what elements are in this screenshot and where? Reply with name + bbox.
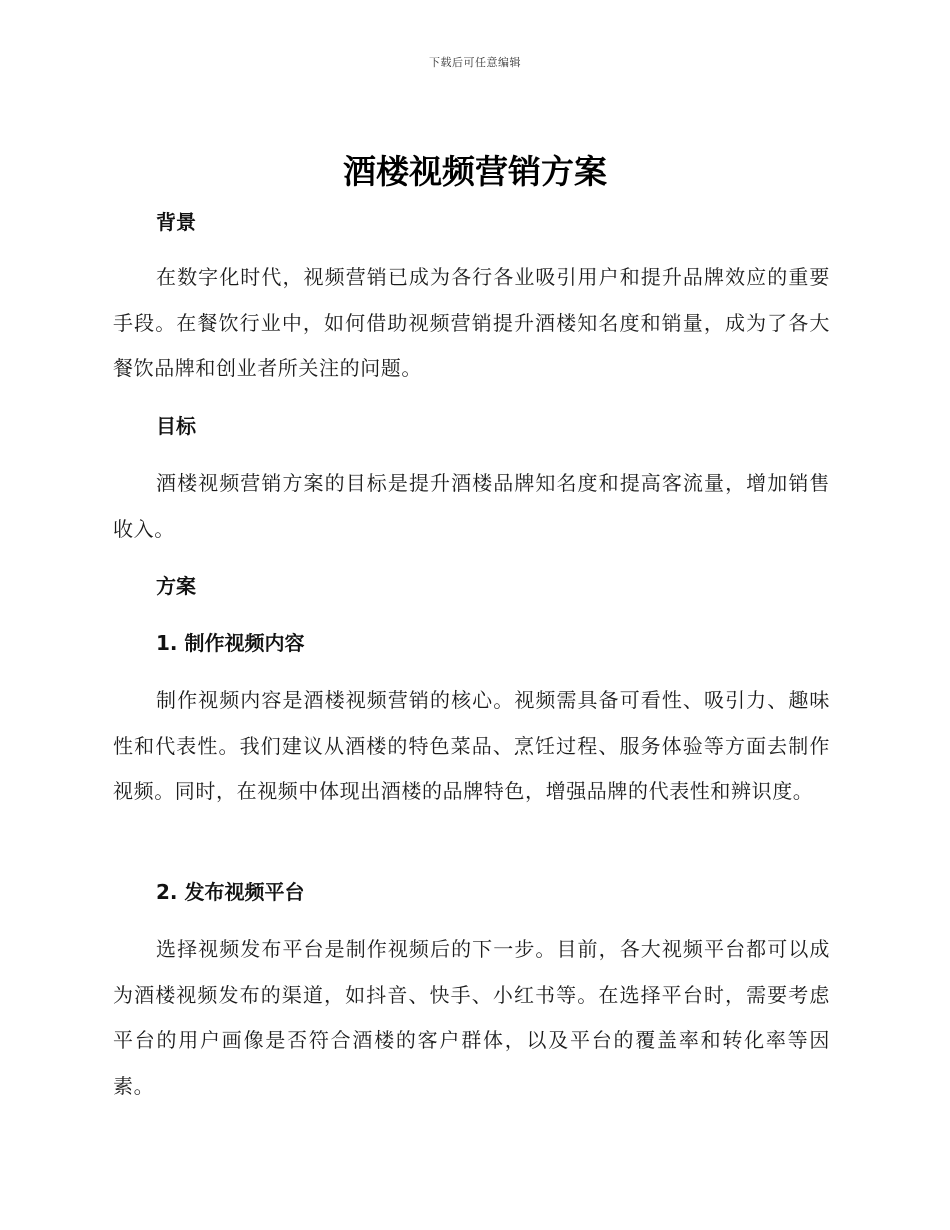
- document-title: 酒楼视频营销方案: [343, 152, 607, 191]
- paragraph-goal: 酒楼视频营销方案的目标是提升酒楼品牌知名度和提高客流量，增加销售收入。: [113, 471, 830, 541]
- paragraph-step2: 选择视频发布平台是制作视频后的下一步。目前，各大视频平台都可以成为酒楼视频发布的渠道，如抖音、快手、小红书等。在选择平台时，需要考虑平台的用户画像是否符合酒楼的客户群体，以及平台的覆盖率和转化率等因素。: [113, 937, 830, 1098]
- subsection-heading-step2: 2. 发布视频平台: [156, 880, 305, 904]
- subsection-heading-step1: 1. 制作视频内容: [156, 631, 305, 655]
- section-heading-background: 背景: [156, 210, 196, 234]
- paragraph-step1: 制作视频内容是酒楼视频营销的核心。视频需具备可看性、吸引力、趣味性和代表性。我们建议从酒楼的特色菜品、烹饪过程、服务体验等方面去制作视频。同时，在视频中体现出酒楼的品牌特色，增强品牌的代表性和辨识度。: [113, 688, 830, 803]
- header-note: 下载后可任意编辑: [429, 56, 521, 69]
- section-heading-goal: 目标: [156, 414, 196, 438]
- section-heading-plan: 方案: [156, 574, 196, 598]
- paragraph-background: 在数字化时代，视频营销已成为各行各业吸引用户和提升品牌效应的重要手段。在餐饮行业中，如何借助视频营销提升酒楼知名度和销量，成为了各大餐饮品牌和创业者所关注的问题。: [113, 265, 830, 380]
